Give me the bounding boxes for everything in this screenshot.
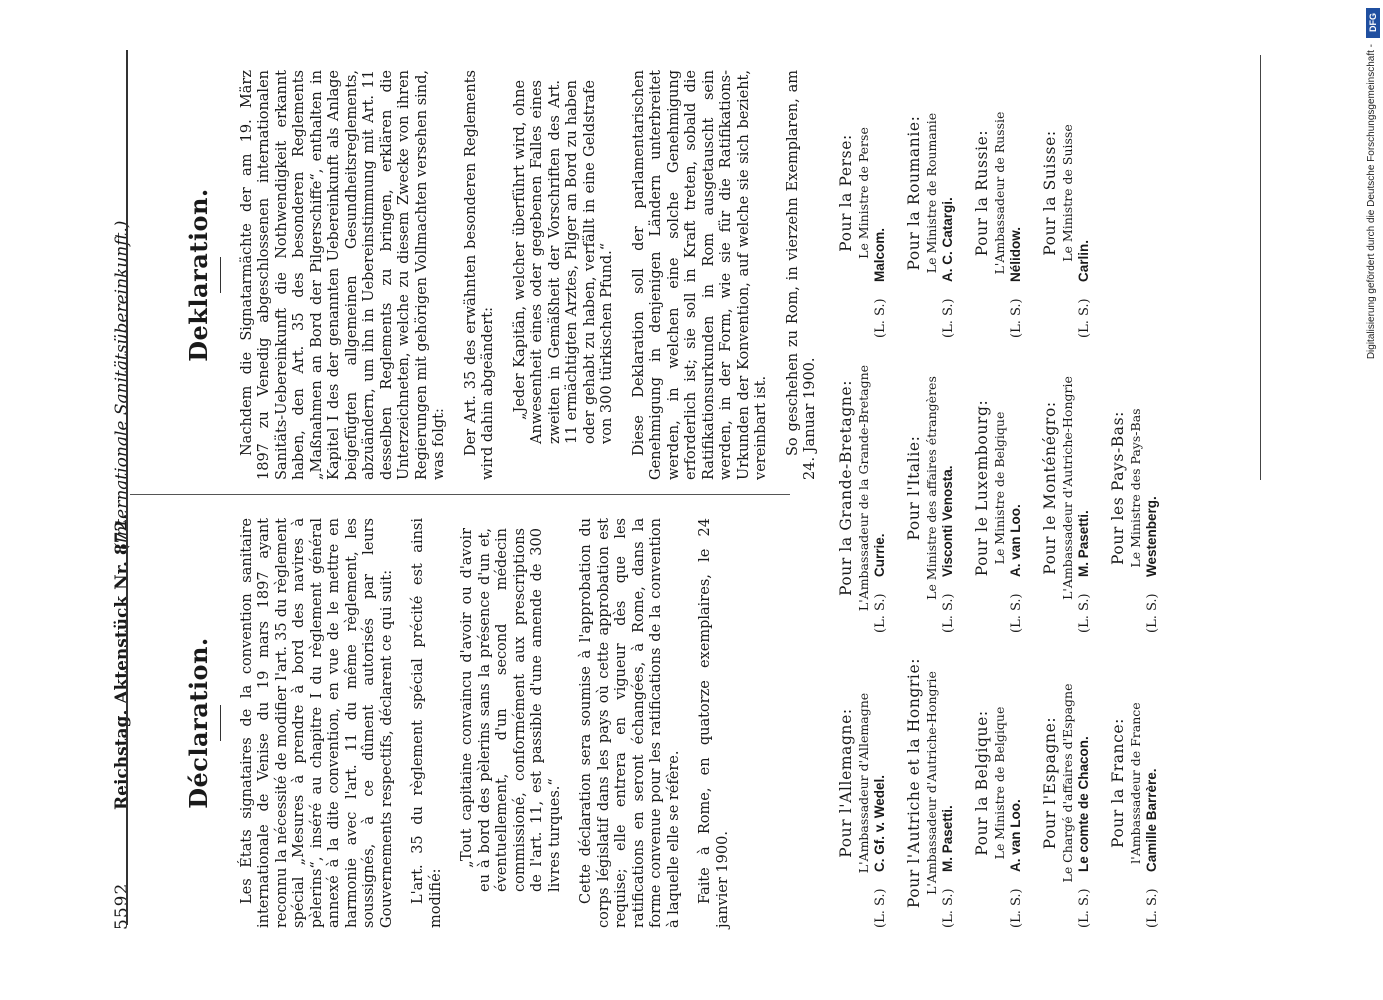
signature-block bbox=[1110, 638, 1161, 928]
bottom-rule bbox=[1260, 55, 1261, 480]
signature-block bbox=[1042, 343, 1093, 633]
signature-block bbox=[838, 638, 889, 928]
french-quote: „Tout capitaine convaincu d'avoir ou d'avoir eu à bord des pèlerins sans la présence d'un et, éventuellement, d'un second médecin commissioné, conformément aux prescriptions de l'art. 11, est passible d'une amende de 300 livres turques.“ bbox=[459, 528, 563, 892]
seal-mark: (L. S.) bbox=[941, 888, 956, 928]
seal-mark: (L. S.) bbox=[1077, 888, 1092, 928]
french-para-1: Les États signataires de la convention sanitaire internationale de Venise du 19 mars 1897 ayant reconnu la nécessité de modifier l'art. 35 du règlement spécial „Mesures à prendre à bord des navires à pèlerins“, inséré au chapitre I du règlement général annexé à la dite convention, en vue de le mettre en harmonie avec l'art. 11 du même règlement, les soussignés, à ce dûment autorisés par leurs Gouvernements respectifs, déclarent ce qui suit: bbox=[238, 518, 395, 928]
digitization-credit: Digitalisierung gefördert durch die Deutsche Forschungsgemeinschaft - bbox=[1366, 44, 1377, 360]
signature-line bbox=[872, 343, 889, 633]
signature-block bbox=[1042, 638, 1093, 928]
seal-mark: (L. S.) bbox=[873, 593, 888, 633]
seal-mark: (L. S.) bbox=[873, 888, 888, 928]
german-para-2: Der Art. 35 des erwähnten besonderen Reglements wird dahin abgeändert: bbox=[462, 70, 496, 480]
seal-mark: (L. S.) bbox=[941, 593, 956, 633]
signature-role: Le Ministre des affaires étrangères bbox=[924, 376, 939, 600]
signature-line bbox=[1076, 343, 1093, 633]
signatory-name: A. van Loo. bbox=[1008, 799, 1023, 872]
signatory-name: A. C. Catargi. bbox=[940, 197, 955, 282]
french-column bbox=[184, 518, 746, 928]
column-divider bbox=[130, 494, 790, 495]
signature-country: Pour la Suisse: bbox=[1041, 130, 1059, 256]
signatory-name: Westenberg. bbox=[1144, 496, 1159, 577]
signature-role: Le Ministre de Perse bbox=[856, 127, 871, 259]
document-reference: Reichstag. Aktenstück Nr. 872. bbox=[112, 513, 132, 810]
signatory-name: Nélidow. bbox=[1008, 226, 1023, 282]
signature-block bbox=[838, 343, 889, 633]
german-para-4: So geschehen zu Rom, in vierzehn Exemplaren, am 24. Januar 1900. bbox=[784, 70, 818, 480]
signatory-name: Visconti Venosta. bbox=[940, 465, 955, 577]
french-para-4: Faite à Rome, en quatorze exemplaires, le 24 janvier 1900. bbox=[697, 518, 731, 928]
signature-line bbox=[940, 638, 957, 928]
signature-block bbox=[974, 48, 1025, 338]
signature-block bbox=[1042, 48, 1093, 338]
signature-country: Pour l'Italie: bbox=[905, 435, 923, 541]
signature-role: L'Ambassadeur d'Autriche-Hongrie bbox=[1060, 376, 1075, 600]
signatory-name: C. Gf. v. Wedel. bbox=[872, 774, 887, 872]
signature-role: Le Chargé d'affaires d'Espagne bbox=[1060, 683, 1075, 883]
heading-dash bbox=[220, 705, 221, 741]
seal-mark: (L. S.) bbox=[941, 298, 956, 338]
signatory-name: M. Pasetti. bbox=[940, 805, 955, 872]
signature-role: L'Ambassadeur de Russie bbox=[992, 111, 1007, 275]
signature-role: L'Ambassadeur d'Allemagne bbox=[856, 692, 871, 874]
german-heading: Deklaration. bbox=[184, 188, 213, 362]
signatory-name: Malcom. bbox=[872, 227, 887, 282]
signature-block bbox=[838, 48, 889, 338]
signature-role: Le Ministre de Suisse bbox=[1060, 124, 1075, 262]
signatory-name: Currie. bbox=[872, 533, 887, 577]
signatory-name: A. van Loo. bbox=[1008, 504, 1023, 577]
signature-block bbox=[974, 638, 1025, 928]
seal-mark: (L. S.) bbox=[1145, 888, 1160, 928]
german-quote: „Jeder Kapitän, welcher überführt wird, ohne Anwesenheit eines oder gegebenen Falles eines zweiten in Gemäßheit der Vorschriften des Art. 11 ermächtigten Arztes, Pilger an Bord zu haben oder gehabt zu haben, verfällt in eine Geldstrafe von 300 türkischen Pfund.“ bbox=[511, 80, 615, 444]
german-para-3: Diese Deklaration soll der parlamentarischen Genehmigung in denjenigen Ländern unterbreitet werden, in welchen eine solche Genehmigung erforderlich ist; sie soll in Kraft treten, sobald die Ratifikationsurkunden in Rom ausgetauscht sein werden, in der Form, wie sie für die Ratifikations-Urkunden der Konvention, auf welche sie sich bezieht, vereinbart ist. bbox=[630, 70, 769, 480]
signature-country: Pour la France: bbox=[1109, 717, 1127, 849]
signatory-name: M. Pasetti. bbox=[1076, 510, 1091, 577]
seal-mark: (L. S.) bbox=[873, 298, 888, 338]
signature-line bbox=[872, 48, 889, 338]
signature-line bbox=[940, 48, 957, 338]
signature-column-2 bbox=[838, 343, 1178, 633]
signature-line bbox=[1008, 638, 1025, 928]
signature-country: Pour la Russie: bbox=[973, 129, 991, 257]
signature-role: L'Ambassadeur de la Grande-Bretagne bbox=[856, 364, 871, 612]
german-para-1: Nachdem die Signatarmächte der am 19. März 1897 zu Venedig abgeschlossenen internationalen Sanitäts-Uebereinkunft die Nothwendigkeit erkannt haben, den Art. 35 des besonderen Reglements „Maßnahmen an Bord der Pilgerschiffe“, enthalten in Kapitel I des der genannten Uebereinkunft als Anlage beigefügten allgemeinen Gesundheitsreglements, abzuändern, um ihn in Uebereinstimmung mit Art. 11 desselben Reglements zu bringen, erklären die Unterzeichneten, welche zu diesem Zwecke von ihren Regierungen mit gehörigen Vollmachten versehen sind, was folgt: bbox=[238, 70, 447, 480]
signature-role: L'Ambassadeur d'Autriche-Hongrie bbox=[924, 671, 939, 895]
signature-country: Pour les Pays-Bas: bbox=[1109, 411, 1127, 565]
signature-country: Pour l'Autriche et la Hongrie: bbox=[905, 657, 923, 909]
seal-mark: (L. S.) bbox=[1077, 593, 1092, 633]
signature-country: Pour la Grande-Bretagne: bbox=[837, 379, 855, 597]
signature-role: l'Ambassadeur de France bbox=[1128, 702, 1143, 864]
signature-block bbox=[974, 343, 1025, 633]
signature-line bbox=[940, 343, 957, 633]
page-number: 5592 bbox=[112, 882, 132, 930]
signature-role: Le Ministre de Belgique bbox=[992, 706, 1007, 860]
french-para-3: Cette déclaration sera soumise à l'approbation du corps législatif dans les pays où cette approbation est requise; elle entrera en vigueur dès que les ratifications en seront échangées, à Rome, dans la forme convenue pour les ratifications de la convention à laquelle elle se réfère. bbox=[578, 518, 682, 928]
french-heading: Déclaration. bbox=[184, 637, 213, 809]
signature-line bbox=[1076, 48, 1093, 338]
header-rule bbox=[126, 50, 128, 925]
signature-block bbox=[906, 638, 957, 928]
document-subtitle: (Internationale Sanitätsübereinkunft.) bbox=[112, 220, 132, 550]
signature-block bbox=[906, 343, 957, 633]
signature-role: Le Ministre de Roumanie bbox=[924, 112, 939, 274]
signature-country: Pour l'Allemagne: bbox=[837, 708, 855, 858]
signatory-name: Le comte de Chacon. bbox=[1076, 736, 1091, 872]
signature-country: Pour la Perse: bbox=[837, 134, 855, 252]
signature-block bbox=[1110, 343, 1161, 633]
heading-dash bbox=[220, 257, 221, 293]
signature-country: Pour la Roumanie: bbox=[905, 115, 923, 271]
signature-line bbox=[1144, 343, 1161, 633]
signature-line bbox=[1076, 638, 1093, 928]
signature-block bbox=[906, 48, 957, 338]
german-column bbox=[184, 70, 834, 480]
digitization-sidebar bbox=[1364, 8, 1382, 408]
signature-line bbox=[872, 638, 889, 928]
signature-line bbox=[1008, 48, 1025, 338]
seal-mark: (L. S.) bbox=[1077, 298, 1092, 338]
signature-column-1 bbox=[838, 638, 1178, 928]
seal-mark: (L. S.) bbox=[1145, 593, 1160, 633]
signature-role: Le Ministre de Belgique bbox=[992, 411, 1007, 565]
signature-line bbox=[1008, 343, 1025, 633]
signature-country: Pour le Monténégro: bbox=[1041, 401, 1059, 575]
signature-country: Pour la Belgique: bbox=[973, 710, 991, 856]
french-para-2: L'art. 35 du règlement spécial précité est ainsi modifié: bbox=[410, 518, 444, 928]
signature-country: Pour l'Espagne: bbox=[1041, 716, 1059, 850]
dfg-logo: DFG bbox=[1366, 8, 1380, 38]
signatory-name: Camille Barrère. bbox=[1144, 768, 1159, 872]
signature-column-3 bbox=[838, 48, 1110, 338]
signature-country: Pour le Luxembourg: bbox=[973, 399, 991, 577]
seal-mark: (L. S.) bbox=[1009, 298, 1024, 338]
signature-line bbox=[1144, 638, 1161, 928]
seal-mark: (L. S.) bbox=[1009, 888, 1024, 928]
seal-mark: (L. S.) bbox=[1009, 593, 1024, 633]
signature-role: Le Ministre des Pays-Bas bbox=[1128, 408, 1143, 568]
signatory-name: Carlin. bbox=[1076, 239, 1091, 282]
